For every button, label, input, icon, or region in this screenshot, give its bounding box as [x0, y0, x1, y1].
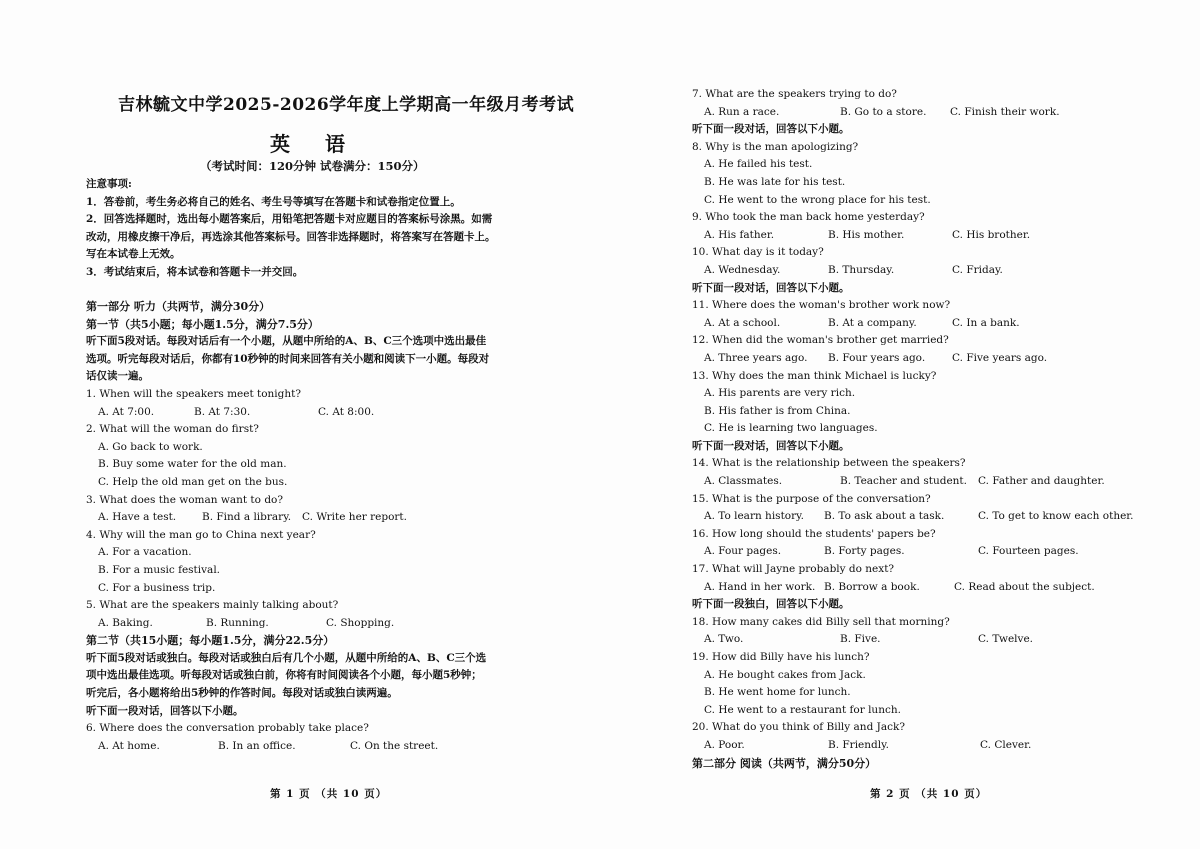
option: A. For a vacation.	[98, 546, 192, 559]
notice-line: 2．回答选择题时，选出每小题答案后，用铅笔把答题卡对应题目的答案标号涂黑。如需	[86, 213, 493, 226]
option: C. To get to know each other.	[978, 510, 1134, 523]
option: A. His parents are very rich.	[704, 387, 856, 400]
options-row	[692, 315, 1172, 333]
notice-line: 3．考试结束后，将本试卷和答题卡一并交回。	[86, 265, 304, 278]
options-row	[692, 104, 1172, 122]
option: C. At 8:00.	[318, 405, 375, 418]
option: C. He is learning two languages.	[704, 422, 878, 435]
question-text: 5. What are the speakers mainly talking about?	[86, 599, 339, 612]
option: A. At home.	[98, 739, 160, 752]
option: C. Friday.	[952, 263, 1003, 276]
listening-section-1	[86, 298, 556, 755]
listen-instruction: 听下面一段对话，回答以下小题。	[692, 123, 850, 136]
question-text: 2. What will the woman do first?	[86, 423, 259, 436]
instruction-line: 听完后，各小题将给出5秒钟的作答时间。每段对话或独白读两遍。	[86, 687, 398, 700]
questions-column	[692, 86, 1172, 772]
options-row	[86, 404, 556, 422]
listen-instruction: 听下面一段对话，回答以下小题。	[692, 281, 850, 294]
question-text: 7. What are the speakers trying to do?	[692, 88, 897, 100]
notice-section	[86, 176, 556, 282]
instruction-line: 项中选出最佳选项。听每段对话或独白前，你将有时间阅读各个小题，每小题5秒钟；	[86, 669, 482, 682]
instruction-line: 听下面一段对话，回答以下小题。	[86, 704, 244, 717]
option: B. Buy some water for the old man.	[98, 458, 287, 471]
option: A. At 7:00.	[98, 405, 155, 418]
listen-instruction: 听下面一段对话，回答以下小题。	[692, 439, 850, 452]
instruction-line: 听下面5段对话或独白。每段对话或独白后有几个小题，从题中所给的A、B、C三个选	[86, 651, 487, 664]
option: A. Poor.	[704, 738, 745, 751]
notice-title: 注意事项:	[86, 178, 132, 190]
option: C. Father and daughter.	[978, 475, 1105, 488]
option: B. Four years ago.	[828, 351, 926, 364]
options-row	[692, 579, 1172, 597]
question-text: 10. What day is it today?	[692, 246, 824, 259]
notice-line: 写在本试卷上无效。	[86, 248, 181, 261]
option: A. Go back to work.	[98, 440, 203, 453]
exam-info: （考试时间：120分钟 试卷满分：150分）	[200, 159, 425, 173]
option: A. Four pages.	[704, 545, 782, 558]
option: B. For a music festival.	[98, 563, 221, 576]
question-text: 9. Who took the man back home yesterday?	[692, 211, 925, 224]
option: C. He went to a restaurant for lunch.	[704, 703, 901, 716]
option: C. Five years ago.	[952, 351, 1048, 364]
option: A. Two.	[704, 633, 744, 646]
option: A. At a school.	[704, 316, 781, 329]
option: C. Twelve.	[978, 633, 1034, 646]
question-text: 6. Where does the conversation probably take place?	[86, 722, 369, 735]
option: B. Borrow a book.	[824, 580, 920, 593]
option: A. His father.	[704, 228, 775, 241]
option: B. Friendly.	[828, 738, 889, 751]
section2-title: 第二节（共15小题；每小题1.5分，满分22.5分）	[86, 634, 335, 648]
options-row	[692, 737, 1172, 755]
subject-title: 英 语	[270, 132, 359, 156]
question-text: 16. How long should the students' papers be?	[692, 527, 936, 540]
option: C. For a business trip.	[98, 581, 216, 594]
option: B. He was late for his test.	[704, 175, 846, 188]
question-text: 14. What is the relationship between the speakers?	[692, 457, 966, 470]
option: B. Teacher and student.	[840, 475, 967, 488]
instruction-line: 选项。听完每段对话后，你都有10秒钟的时间来回答有关小题和阅读下一小题。每段对	[86, 352, 490, 365]
question-text: 15. What is the purpose of the conversation?	[692, 492, 931, 505]
option: B. At a company.	[828, 316, 917, 329]
option: B. To ask about a task.	[824, 510, 945, 523]
option: C. Clever.	[980, 738, 1032, 751]
option: B. Thursday.	[828, 263, 895, 276]
options-row	[692, 262, 1172, 280]
instruction-line: 听下面5段对话。每段对话后有一个小题，从题中所给的A、B、C三个选项中选出最佳	[86, 335, 487, 348]
section1-title: 第一节（共5小题；每小题1.5分，满分7.5分）	[86, 317, 319, 331]
question-text: 19. How did Billy have his lunch?	[692, 651, 870, 663]
options-row	[86, 509, 556, 527]
instruction-line: 话仅读一遍。	[86, 370, 149, 383]
part2-title: 第二部分 阅读（共两节，满分50分）	[692, 756, 877, 770]
options-row	[692, 508, 1172, 526]
question-text: 20. What do you think of Billy and Jack?	[692, 721, 905, 734]
notice-line: 改动，用橡皮擦干净后，再选涂其他答案标号。回答非选择题时，将答案写在答题卡上。	[86, 230, 496, 243]
option: C. Read about the subject.	[954, 580, 1095, 593]
listen-instruction: 听下面一段独白，回答以下小题。	[692, 598, 850, 611]
option: B. Forty pages.	[824, 545, 905, 558]
option: A. He bought cakes from Jack.	[704, 668, 866, 681]
option: C. Finish their work.	[950, 105, 1060, 118]
options-row	[86, 738, 556, 756]
option: B. His mother.	[828, 228, 905, 241]
options-row	[692, 350, 1172, 368]
question-text: 18. How many cakes did Billy sell that morning?	[692, 615, 950, 628]
question-text: 3. What does the woman want to do?	[86, 493, 283, 506]
question-text: 11. Where does the woman's brother work now?	[692, 299, 951, 312]
page-footer: 第 2 页 （共 10 页）	[870, 788, 988, 800]
options-row	[692, 227, 1172, 245]
page-footer: 第 1 页 （共 10 页）	[270, 788, 388, 800]
options-row	[692, 543, 1172, 561]
option: C. On the street.	[350, 739, 439, 752]
option: C. Help the old man get on the bus.	[98, 475, 288, 488]
options-row	[86, 615, 556, 633]
option: A. Classmates.	[704, 475, 783, 488]
question-text: 8. Why is the man apologizing?	[692, 140, 859, 153]
notice-line: 1．答卷前，考生务必将自己的姓名、考生号等填写在答题卡和试卷指定位置上。	[86, 195, 461, 208]
option: B. Find a library.	[202, 511, 292, 524]
option: A. Three years ago.	[704, 351, 808, 364]
question-text: 17. What will Jayne probably do next?	[692, 563, 895, 576]
option: B. His father is from China.	[704, 404, 851, 417]
option: A. He failed his test.	[704, 158, 813, 171]
option: C. His brother.	[952, 228, 1031, 241]
question-text: 12. When did the woman's brother get married?	[692, 334, 949, 347]
exam-title: 吉林毓文中学2025-2026学年度上学期高一年级月考考试	[118, 95, 575, 115]
option: C. In a bank.	[952, 316, 1020, 329]
option: C. Shopping.	[326, 616, 395, 629]
option: A. To learn history.	[704, 510, 805, 523]
option: B. Five.	[840, 633, 881, 646]
option: A. Have a test.	[98, 511, 177, 524]
options-row	[692, 631, 1172, 649]
options-row	[692, 473, 1172, 491]
option: B. At 7:30.	[194, 405, 251, 418]
option: B. Go to a store.	[840, 105, 927, 118]
question-text: 4. Why will the man go to China next year?	[86, 528, 316, 541]
option: C. Write her report.	[302, 511, 407, 524]
question-text: 1. When will the speakers meet tonight?	[86, 387, 301, 400]
option: A. Run a race.	[704, 105, 780, 118]
option: B. Running.	[206, 616, 269, 629]
option: A. Hand in her work.	[704, 580, 816, 593]
option: B. He went home for lunch.	[704, 686, 851, 699]
part1-title: 第一部分 听力（共两节，满分30分）	[86, 300, 271, 313]
option: C. He went to the wrong place for his test.	[704, 193, 931, 206]
option: C. Fourteen pages.	[978, 545, 1079, 558]
option: A. Baking.	[98, 616, 153, 629]
question-text: 13. Why does the man think Michael is lucky?	[692, 369, 937, 382]
option: A. Wednesday.	[704, 263, 781, 276]
option: B. In an office.	[218, 739, 296, 752]
